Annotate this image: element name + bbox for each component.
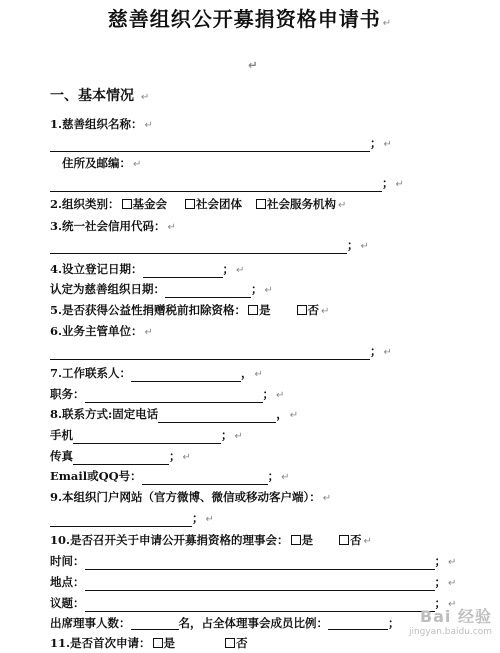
comma: ， xyxy=(241,366,253,380)
q8-mobile xyxy=(50,428,243,444)
q6-supervisor xyxy=(50,324,153,340)
label: 6.业务主管单位： xyxy=(50,324,143,338)
paragraph-mark: ↵ xyxy=(448,557,457,568)
label: 手机 xyxy=(50,428,73,442)
label: 出席理事人数： xyxy=(50,616,131,630)
semicolon: ； xyxy=(370,136,382,150)
label: 2.组织类别： xyxy=(50,197,120,211)
fill-line[interactable] xyxy=(142,472,268,485)
section-heading-basic-info xyxy=(50,89,149,105)
option-label: 是 xyxy=(301,533,314,547)
label: 8.联系方式:固定电话 xyxy=(50,407,159,421)
checkbox-no[interactable] xyxy=(339,535,349,545)
comma: ， xyxy=(276,407,288,421)
fill-line[interactable] xyxy=(73,431,221,444)
q4-charity-date xyxy=(50,282,273,298)
checkbox-no[interactable] xyxy=(297,305,307,315)
label: Email或QQ号： xyxy=(50,469,142,483)
semicolon: ； xyxy=(434,554,446,568)
semicolon: ； xyxy=(434,575,446,589)
watermark-url: jingyan.baidu.com xyxy=(408,627,492,637)
paragraph-mark: ↵ xyxy=(205,514,214,525)
paragraph-mark: ↵ xyxy=(395,179,404,190)
paragraph-mark: ↵ xyxy=(360,241,369,252)
option-label: 否 xyxy=(350,533,362,547)
checkbox-yes[interactable] xyxy=(291,535,301,545)
q10-attendance xyxy=(50,616,400,630)
paragraph-mark: ↵ xyxy=(144,327,153,338)
checkbox-yes[interactable] xyxy=(248,305,258,315)
label: 10.是否召开关于申请公开募捐资格的理事会： xyxy=(50,533,289,547)
q10-time xyxy=(50,554,456,570)
label: 11.是否首次申请： xyxy=(50,636,151,650)
option-label: 否 xyxy=(307,303,320,317)
semicolon: ； xyxy=(222,262,235,276)
address-label xyxy=(62,156,141,172)
semicolon: ； xyxy=(251,282,263,296)
semicolon: ； xyxy=(221,428,233,442)
paragraph-mark: ↵ xyxy=(140,92,150,103)
label: 认定为慈善组织日期： xyxy=(50,282,165,296)
q11-first-application xyxy=(50,636,248,650)
option-label: 是 xyxy=(163,636,176,650)
q5-tax-deduction xyxy=(50,303,329,319)
label: 地点： xyxy=(50,575,85,589)
paragraph-mark: ↵ xyxy=(236,265,245,276)
address-fill-line[interactable] xyxy=(50,176,404,192)
label: 9.本组织门户网站（官方微博、微信或移动客户端）： xyxy=(50,490,321,504)
checkbox-social-group[interactable] xyxy=(185,199,195,209)
paragraph-mark: ↵ xyxy=(383,347,392,358)
paragraph-mark: ↵ xyxy=(382,18,393,29)
baidu-jingyan-watermark xyxy=(409,604,492,637)
q7-contact-person xyxy=(50,366,263,382)
paragraph-mark: ↵ xyxy=(363,536,372,547)
q8-landline xyxy=(50,407,298,423)
semicolon: ； xyxy=(370,344,382,358)
paragraph-mark: ↵ xyxy=(448,599,457,610)
label: 住所及邮编： xyxy=(62,156,131,170)
paragraph-mark: ↵ xyxy=(254,369,263,380)
fill-line[interactable] xyxy=(158,410,276,423)
fill-line[interactable] xyxy=(85,599,435,612)
fill-line[interactable] xyxy=(73,452,169,465)
paragraph-mark: ↵ xyxy=(383,139,392,150)
fill-line[interactable] xyxy=(143,265,223,278)
option-label: 是 xyxy=(259,303,271,317)
paragraph-mark: ↵ xyxy=(248,58,258,72)
q10-board-meeting xyxy=(50,533,372,549)
paragraph-mark: ↵ xyxy=(448,578,457,589)
watermark-brand: Bai 经验 xyxy=(419,607,492,626)
option-label: 基金会 xyxy=(132,197,168,211)
paragraph-mark: ↵ xyxy=(167,222,176,233)
fill-line[interactable] xyxy=(131,369,241,382)
semicolon: ； xyxy=(192,511,204,525)
title-text: 慈善组织公开募捐资格申请书 xyxy=(107,7,381,31)
option-label: 社会团体 xyxy=(196,197,243,211)
checkbox-no[interactable] xyxy=(225,638,235,648)
checkbox-foundation[interactable] xyxy=(122,199,132,209)
document-title xyxy=(0,3,500,32)
paragraph-mark: ↵ xyxy=(322,493,332,504)
label: 议题： xyxy=(50,596,85,610)
label: 3.统一社会信用代码： xyxy=(50,219,166,233)
paragraph-mark: ↵ xyxy=(338,200,347,211)
fill-line[interactable] xyxy=(165,285,251,298)
q3-fill-line[interactable] xyxy=(50,238,369,254)
q9-fill-line[interactable] xyxy=(50,511,214,527)
q1-org-name xyxy=(50,117,153,133)
label: 传真 xyxy=(50,449,73,463)
q10-topic xyxy=(50,596,456,612)
fill-line[interactable] xyxy=(131,617,179,630)
label: 时间： xyxy=(50,554,85,568)
paragraph-mark: ↵ xyxy=(321,306,330,317)
q9-website xyxy=(50,490,331,506)
fill-line[interactable] xyxy=(85,390,263,403)
q4-registration-date xyxy=(50,262,244,278)
label: 名，占全体理事会成员比例： xyxy=(178,616,328,630)
paragraph-mark: ↵ xyxy=(281,472,290,483)
paragraph-mark: ↵ xyxy=(289,410,299,421)
semicolon: ； xyxy=(382,176,394,190)
q8-fax xyxy=(50,449,191,465)
semicolon: ； xyxy=(347,238,359,252)
q7-position xyxy=(50,387,284,403)
q2-org-category xyxy=(50,197,346,213)
paragraph-mark: ↵ xyxy=(133,159,142,170)
semicolon: ； xyxy=(434,596,446,610)
paragraph-mark: ↵ xyxy=(144,120,153,131)
semicolon: ； xyxy=(169,449,181,463)
fill-line[interactable] xyxy=(328,617,388,630)
q6-fill-line[interactable] xyxy=(50,344,392,360)
semicolon: ； xyxy=(388,616,400,630)
fill-line[interactable] xyxy=(85,557,435,570)
option-label: 社会服务机构 xyxy=(267,197,337,211)
label: 4.设立登记日期： xyxy=(50,262,143,276)
checkbox-social-service[interactable] xyxy=(256,199,266,209)
semicolon: ； xyxy=(262,387,274,401)
option-label: 否 xyxy=(236,636,248,650)
q10-place xyxy=(50,575,456,591)
label: 1.慈善组织名称： xyxy=(50,117,143,131)
label: 5.是否获得公益性捐赠税前扣除资格： xyxy=(50,303,247,317)
label: 职务： xyxy=(50,387,85,401)
paragraph-mark: ↵ xyxy=(182,452,191,463)
checkbox-yes[interactable] xyxy=(153,638,163,648)
paragraph-mark: ↵ xyxy=(276,390,285,401)
semicolon: ； xyxy=(267,469,280,483)
q1-fill-line[interactable] xyxy=(50,136,392,152)
q8-email xyxy=(50,469,290,485)
section-heading-text: 一、基本情况 xyxy=(50,88,134,104)
paragraph-mark: ↵ xyxy=(264,285,273,296)
q3-credit-code xyxy=(50,219,176,235)
label: 7.工作联系人： xyxy=(50,366,132,380)
paragraph-mark: ↵ xyxy=(234,431,243,442)
fill-line[interactable] xyxy=(85,578,435,591)
